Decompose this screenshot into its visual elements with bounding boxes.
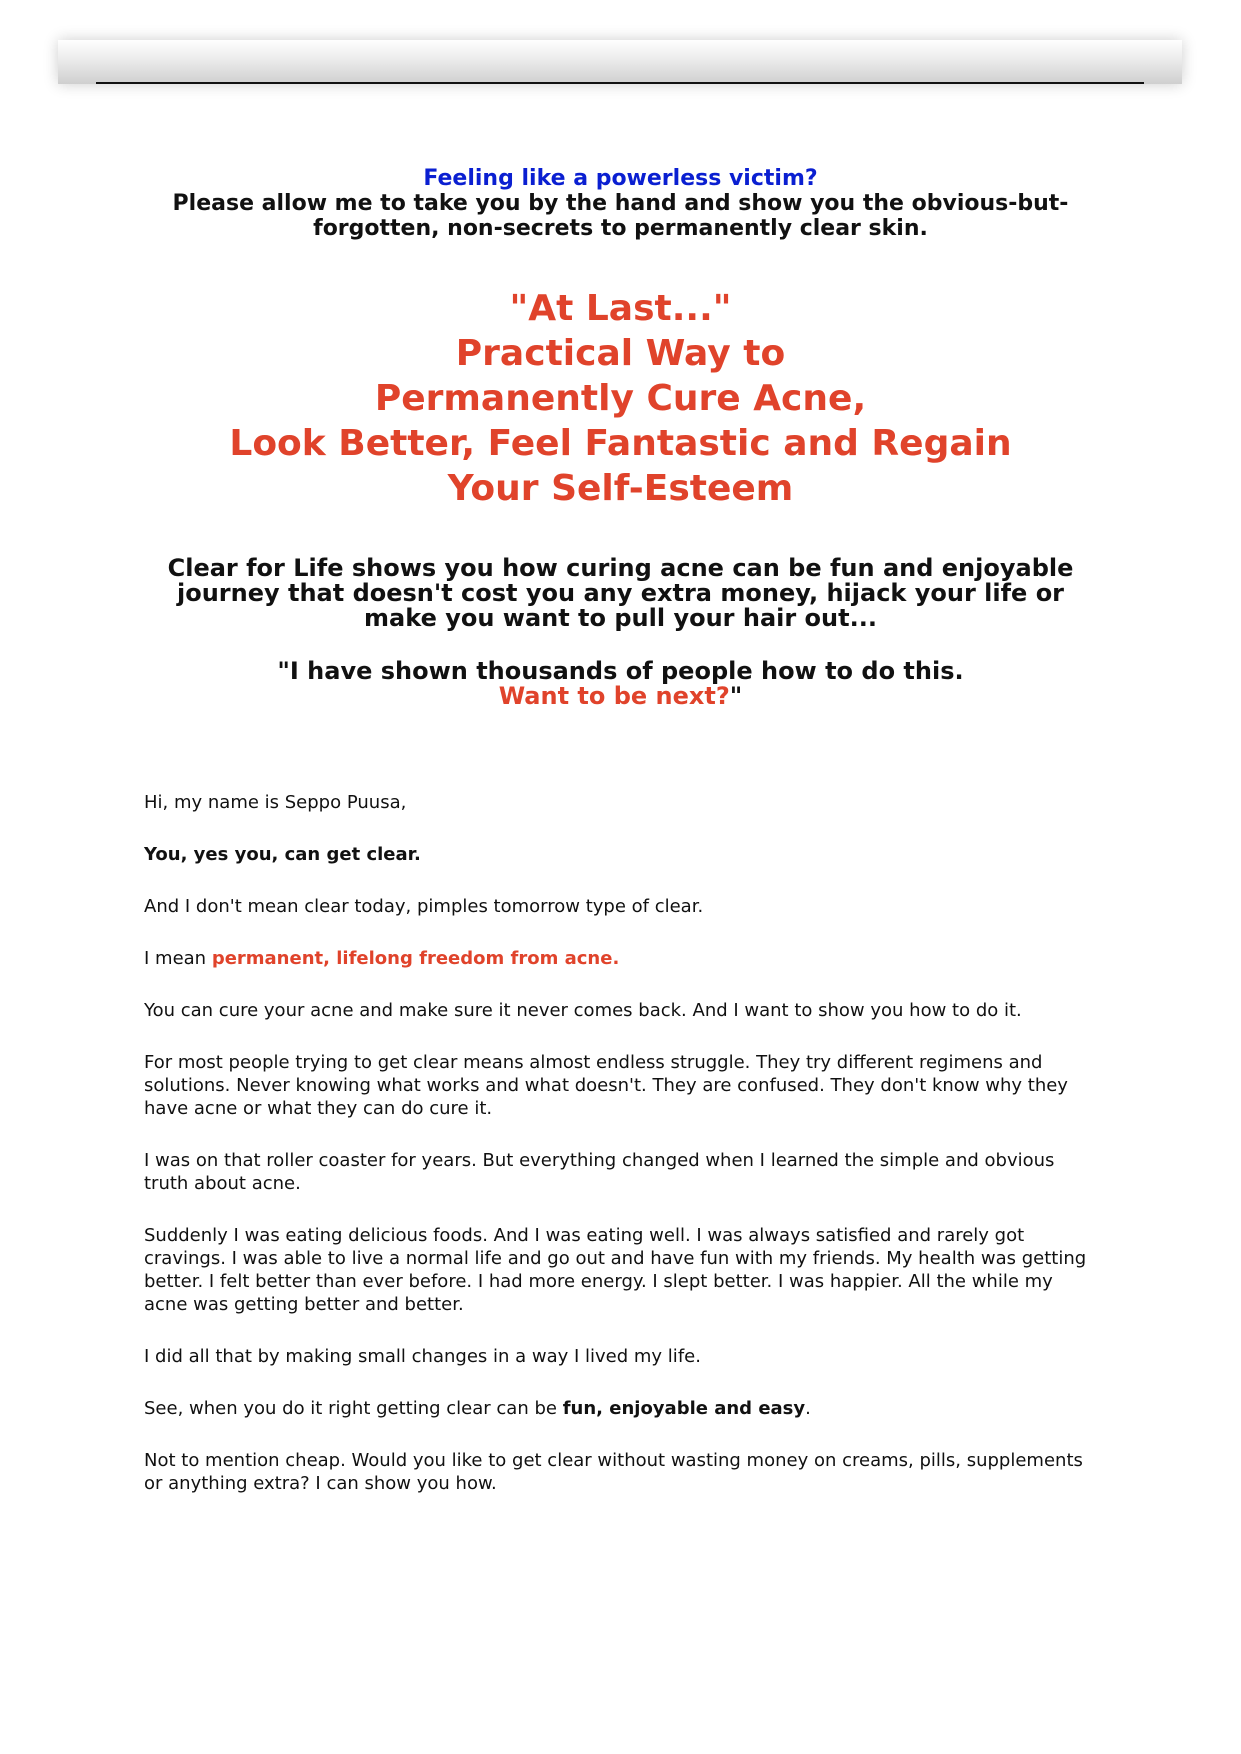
bold-claim: You, yes you, can get clear. (144, 844, 421, 865)
quote-line-2 (140, 684, 1101, 709)
paragraph: Not to mention cheap. Would you like to get clear without wasting money on creams, pills, supplements or anything extra? I can show you how. (144, 1450, 1083, 1494)
quote-line-1: "I have shown thousands of people how to do this. (277, 657, 964, 685)
paragraph: I did all that by making small changes in a way I lived my life. (144, 1346, 701, 1367)
paragraph: And I don't mean clear today, pimples tomorrow type of clear. (144, 896, 704, 917)
headline-line: "At Last..." (509, 288, 732, 329)
promise-start: I mean (144, 948, 212, 969)
headline-line: Look Better, Feel Fantastic and Regain (229, 423, 1012, 464)
headline-line: Permanently Cure Acne, (374, 378, 867, 419)
paragraph: You can cure your acne and make sure it never comes back. And I want to show you how to do it. (144, 1000, 1022, 1021)
testimonial-quote (140, 659, 1101, 709)
paragraph-claim (144, 843, 1096, 866)
paragraph-benefits (144, 1397, 1096, 1420)
benefits-start: See, when you do it right getting clear can be (144, 1398, 563, 1419)
header-band (58, 40, 1182, 84)
paragraph-greeting: Hi, my name is Seppo Puusa, (144, 792, 407, 813)
quote-cta: Want to be next? (498, 682, 730, 710)
promise-highlight: permanent, lifelong freedom from acne. (211, 948, 620, 969)
headline-line: Your Self-Esteem (447, 468, 794, 509)
quote-close: " (729, 682, 743, 710)
paragraph: I was on that roller coaster for years. But everything changed when I learned the simple and obvious truth about acne. (144, 1150, 1055, 1194)
hook-question: Feeling like a powerless victim? (423, 166, 818, 191)
benefits-end: . (805, 1398, 811, 1419)
hook-offer: Please allow me to take you by the hand and show you the obvious-but-forgotten, non-secrets to permanently clear skin. (172, 191, 1069, 241)
body-copy (144, 791, 1096, 1524)
header-rule (96, 82, 1144, 84)
main-headline (140, 286, 1101, 511)
paragraph-promise (144, 947, 1096, 970)
hook-block (140, 166, 1101, 241)
headline-line: Practical Way to (455, 333, 786, 374)
paragraph: Suddenly I was eating delicious foods. And I was eating well. I was always satisfied and rarely got cravings. I was able to live a normal life and go out and have fun with my friends. My health was getting better. I felt better than ever before. I had more energy. I slept better. I was happier. All the while my acne was getting better and better. (144, 1225, 1087, 1315)
paragraph: For most people trying to get clear means almost endless struggle. They try different regimens and solutions. Never knowing what works and what doesn't. They are confused. They don't know why they have acne or what they can do cure it. (144, 1052, 1068, 1119)
benefits-bold: fun, enjoyable and easy (562, 1398, 806, 1419)
subheadline: Clear for Life shows you how curing acne can be fun and enjoyable journey that doesn't cost you any extra money, hijack your life or make you want to pull your hair out... (167, 554, 1074, 632)
